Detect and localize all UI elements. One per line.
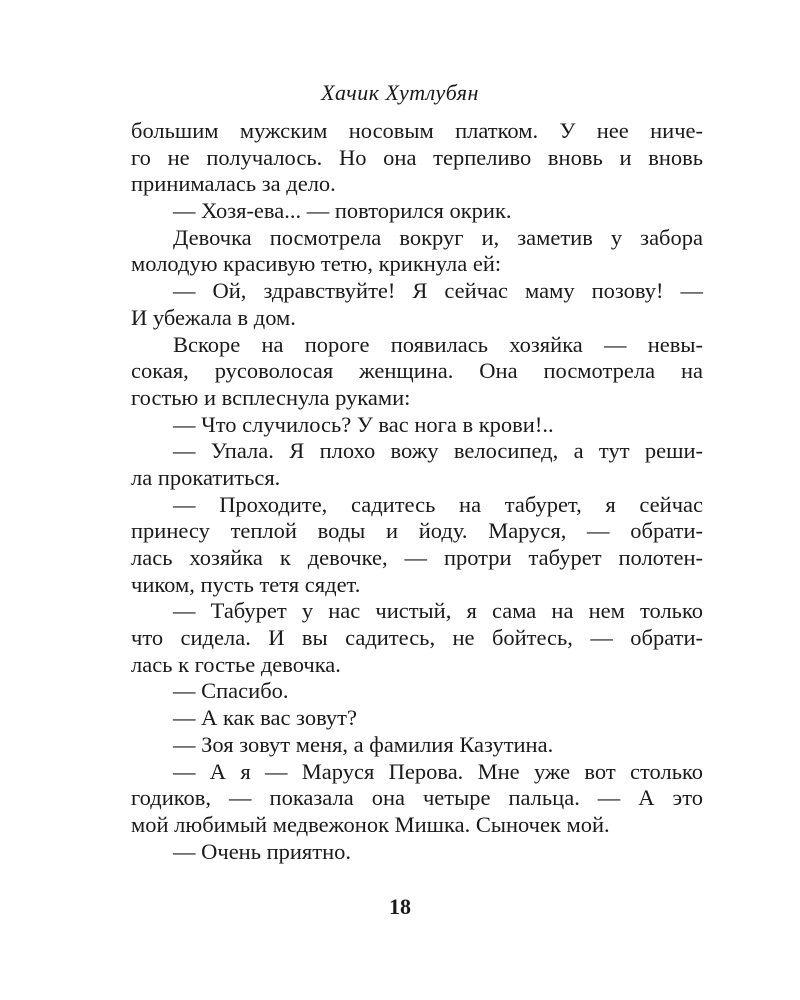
text-line: го не получалось. Но она терпеливо вновь и вновь (131, 144, 703, 170)
text-line: большим мужским носовым платком. У нее ниче- (131, 118, 703, 143)
text-line: — Очень приятно. (173, 838, 352, 864)
text-line: мой любимый медвежонок Мишка. Сыночек мой. (131, 811, 610, 837)
text-line: что сидела. И вы садитесь, не бойтесь, — обрати- (131, 625, 703, 651)
text-line: — А я — Маруся Перова. Мне уже вот столько (173, 758, 703, 784)
text-line: — Хозя-ева... — повторился окрик. (173, 198, 512, 224)
text-line: И убежала в дом. (131, 304, 296, 330)
text-line: — Ой, здравствуйте! Я сейчас маму позову! — (173, 278, 703, 304)
page-number: 18 (389, 894, 411, 919)
text-line: сокая, русоволосая женщина. Она посмотрела на (131, 358, 703, 384)
text-line: Вскоре на пороге появилась хозяйка — невы- (173, 331, 703, 357)
text-line: — Проходите, садитесь на табурет, я сейчас (173, 491, 703, 517)
text-line: — А как вас зовут? (173, 705, 357, 731)
text-line: — Что случилось? У вас нога в крови!.. (173, 411, 554, 437)
text-line: годиков, — показала она четыре пальца. — А это (131, 785, 703, 811)
text-line: — Упала. Я плохо вожу велосипед, а тут реши- (173, 438, 703, 464)
text-line: Девочка посмотрела вокруг и, заметив у забора (173, 224, 703, 250)
text-line: — Спасибо. (173, 678, 289, 704)
text-line: ла прокатиться. (131, 464, 281, 490)
text-line: лась к гостье девочка. (131, 651, 341, 677)
text-line: лась хозяйка к девочке, — протри табурет полотен- (131, 545, 703, 570)
text-line: принималась за дело. (131, 171, 336, 197)
body-text (131, 118, 703, 865)
text-line: чиком, пусть тетя сядет. (131, 571, 361, 597)
text-line: молодую красивую тетю, крикнула ей: (131, 251, 502, 277)
text-line: гостью и всплеснула руками: (131, 384, 411, 410)
text-line: — Табурет у нас чистый, я сама на нем только (173, 598, 703, 624)
running-header: Хачик Хутлубян (321, 80, 479, 105)
text-line: — Зоя зовут меня, а фамилия Казутина. (173, 731, 554, 757)
text-line: принесу теплой воды и йоду. Маруся, — обрати- (131, 518, 703, 544)
